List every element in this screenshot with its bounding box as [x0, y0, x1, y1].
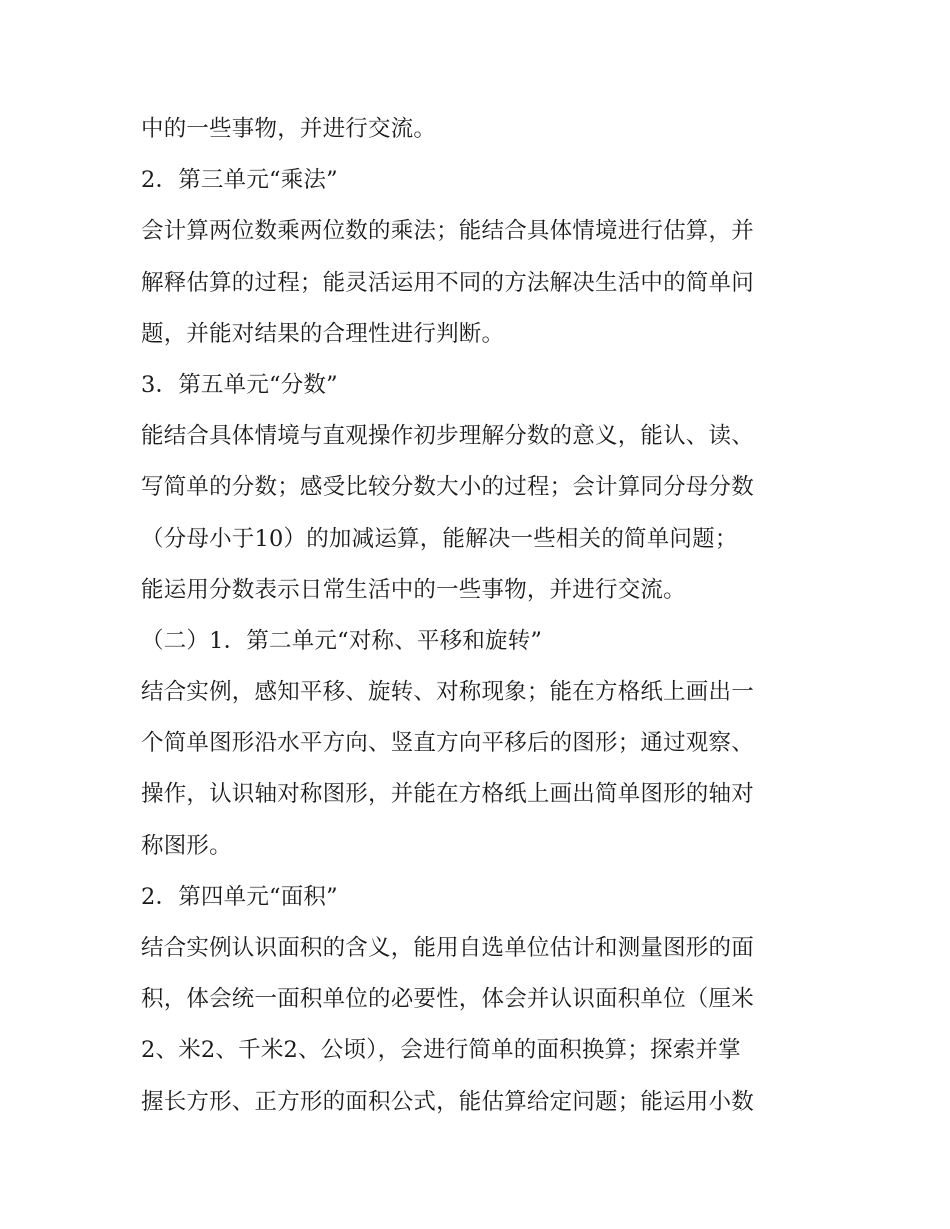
- text-line: 解释估算的过程；能灵活运用不同的方法解决生活中的简单问: [141, 269, 754, 296]
- text-line: 结合实例认识面积的含义，能用自选单位估计和测量图形的面: [141, 935, 754, 961]
- text-line: 结合实例，感知平移、旋转、对称现象；能在方格纸上画出一: [141, 679, 754, 706]
- section-heading: （二）1．第二单元“对称、平移和旋转”: [141, 627, 543, 654]
- section-heading: 2．第三单元“乘法”: [141, 167, 338, 194]
- text-line: 积，体会统一面积单位的必要性，体会并认识面积单位（厘米: [141, 986, 754, 1013]
- text-line: 中的一些事物，并进行交流。: [141, 116, 437, 142]
- section-heading: 3．第五单元“分数”: [141, 371, 338, 398]
- text-line: 能结合具体情境与直观操作初步理解分数的意义，能认、读、: [141, 423, 754, 450]
- text-line: 个简单图形沿水平方向、竖直方向平移后的图形；通过观察、: [141, 730, 754, 757]
- text-line: 写简单的分数；感受比较分数大小的过程；会计算同分母分数: [141, 474, 754, 501]
- text-line: 题，并能对结果的合理性进行判断。: [141, 320, 505, 347]
- text-line: 能运用分数表示日常生活中的一些事物，并进行交流。: [141, 576, 686, 603]
- text-line: （分母小于10）的加减运算，能解决一些相关的简单问题；: [141, 525, 738, 552]
- text-line: 操作，认识轴对称图形，并能在方格纸上画出简单图形的轴对: [141, 781, 754, 808]
- document-body: [141, 104, 821, 1128]
- section-heading: 2．第四单元“面积”: [141, 883, 338, 910]
- text-line: 2、米2、千米2、公顷），会进行简单的面积换算；探索并掌: [141, 1037, 741, 1064]
- text-line: 握长方形、正方形的面积公式，能估算给定问题；能运用小数: [141, 1088, 754, 1115]
- text-line: 会计算两位数乘两位数的乘法；能结合具体情境进行估算，并: [141, 218, 754, 245]
- text-line: 称图形。: [141, 832, 232, 859]
